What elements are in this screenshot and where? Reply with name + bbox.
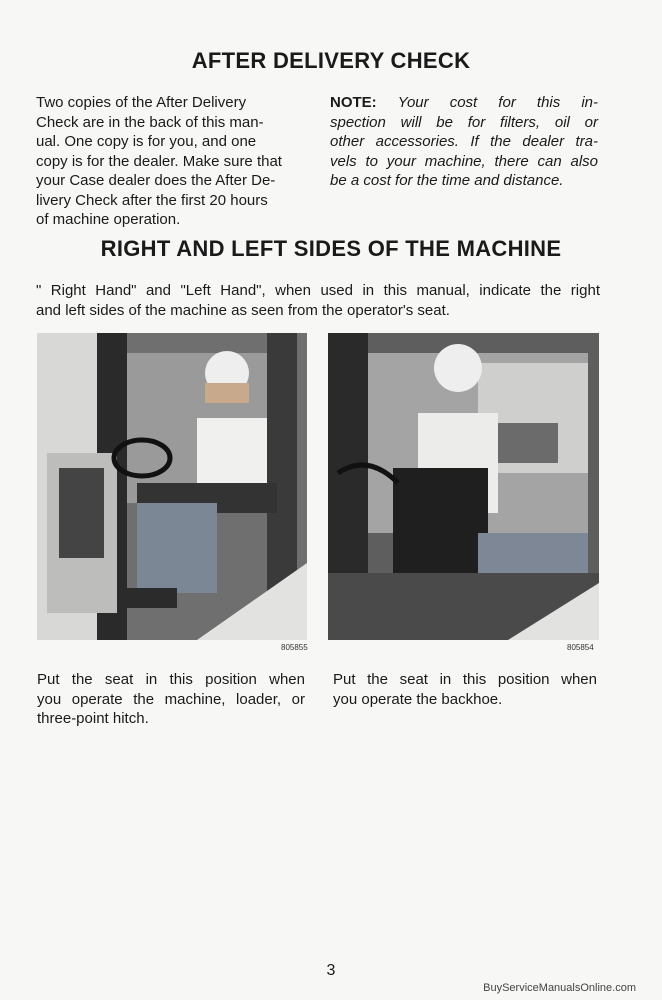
text-line: vels to your machine, there can also <box>330 152 598 170</box>
text-line: you operate the backhoe. <box>333 690 503 708</box>
text-line: three-point hitch. <box>37 710 149 727</box>
page-number: 3 <box>326 962 336 979</box>
text-line: Two copies of the After Delivery <box>36 94 247 111</box>
photo-operator-backhoe-seat <box>328 333 599 640</box>
text-line: spection will be for filters, oil or <box>330 113 598 131</box>
note-text: Your cost for this in- <box>397 94 598 111</box>
right-left-intro <box>36 281 600 320</box>
text-line: of machine operation. <box>36 211 181 228</box>
text-line: and left sides of the machine as seen from the operator's seat. <box>36 301 450 319</box>
figure-caption <box>333 670 597 709</box>
text-line: your Case dealer does the After De- <box>36 172 276 189</box>
text-line: copy is for the dealer. Make sure that <box>36 152 282 170</box>
text-line <box>330 93 598 113</box>
section-title-after-delivery: AFTER DELIVERY CHECK <box>191 48 471 73</box>
text-line: be a cost for the time and distance. <box>330 172 564 189</box>
note-paragraph <box>330 93 598 191</box>
text-line: Put the seat in this position when <box>333 671 597 688</box>
text-line: ual. One copy is for you, and one <box>36 133 257 150</box>
watermark: BuyServiceManualsOnline.com <box>483 982 636 994</box>
text-line: you operate the machine, loader, or <box>37 690 305 708</box>
figure-number: 805855 <box>281 643 308 652</box>
note-label: NOTE: <box>330 94 377 111</box>
text-line: " Right Hand" and "Left Hand", when used in this manual, indicate the right <box>36 282 600 299</box>
text-line: Put the seat in this position when <box>37 671 305 688</box>
photo-operator-forward-seat <box>37 333 307 640</box>
text-line: other accessories. If the dealer tra- <box>330 133 598 150</box>
figure-caption <box>37 670 305 729</box>
after-delivery-paragraph <box>36 93 300 230</box>
text-line: Check are in the back of this man- <box>36 113 264 131</box>
text-line: livery Check after the first 20 hours <box>36 191 268 209</box>
section-title-right-left: RIGHT AND LEFT SIDES OF THE MACHINE <box>100 236 562 261</box>
figure-number: 805854 <box>567 643 594 652</box>
